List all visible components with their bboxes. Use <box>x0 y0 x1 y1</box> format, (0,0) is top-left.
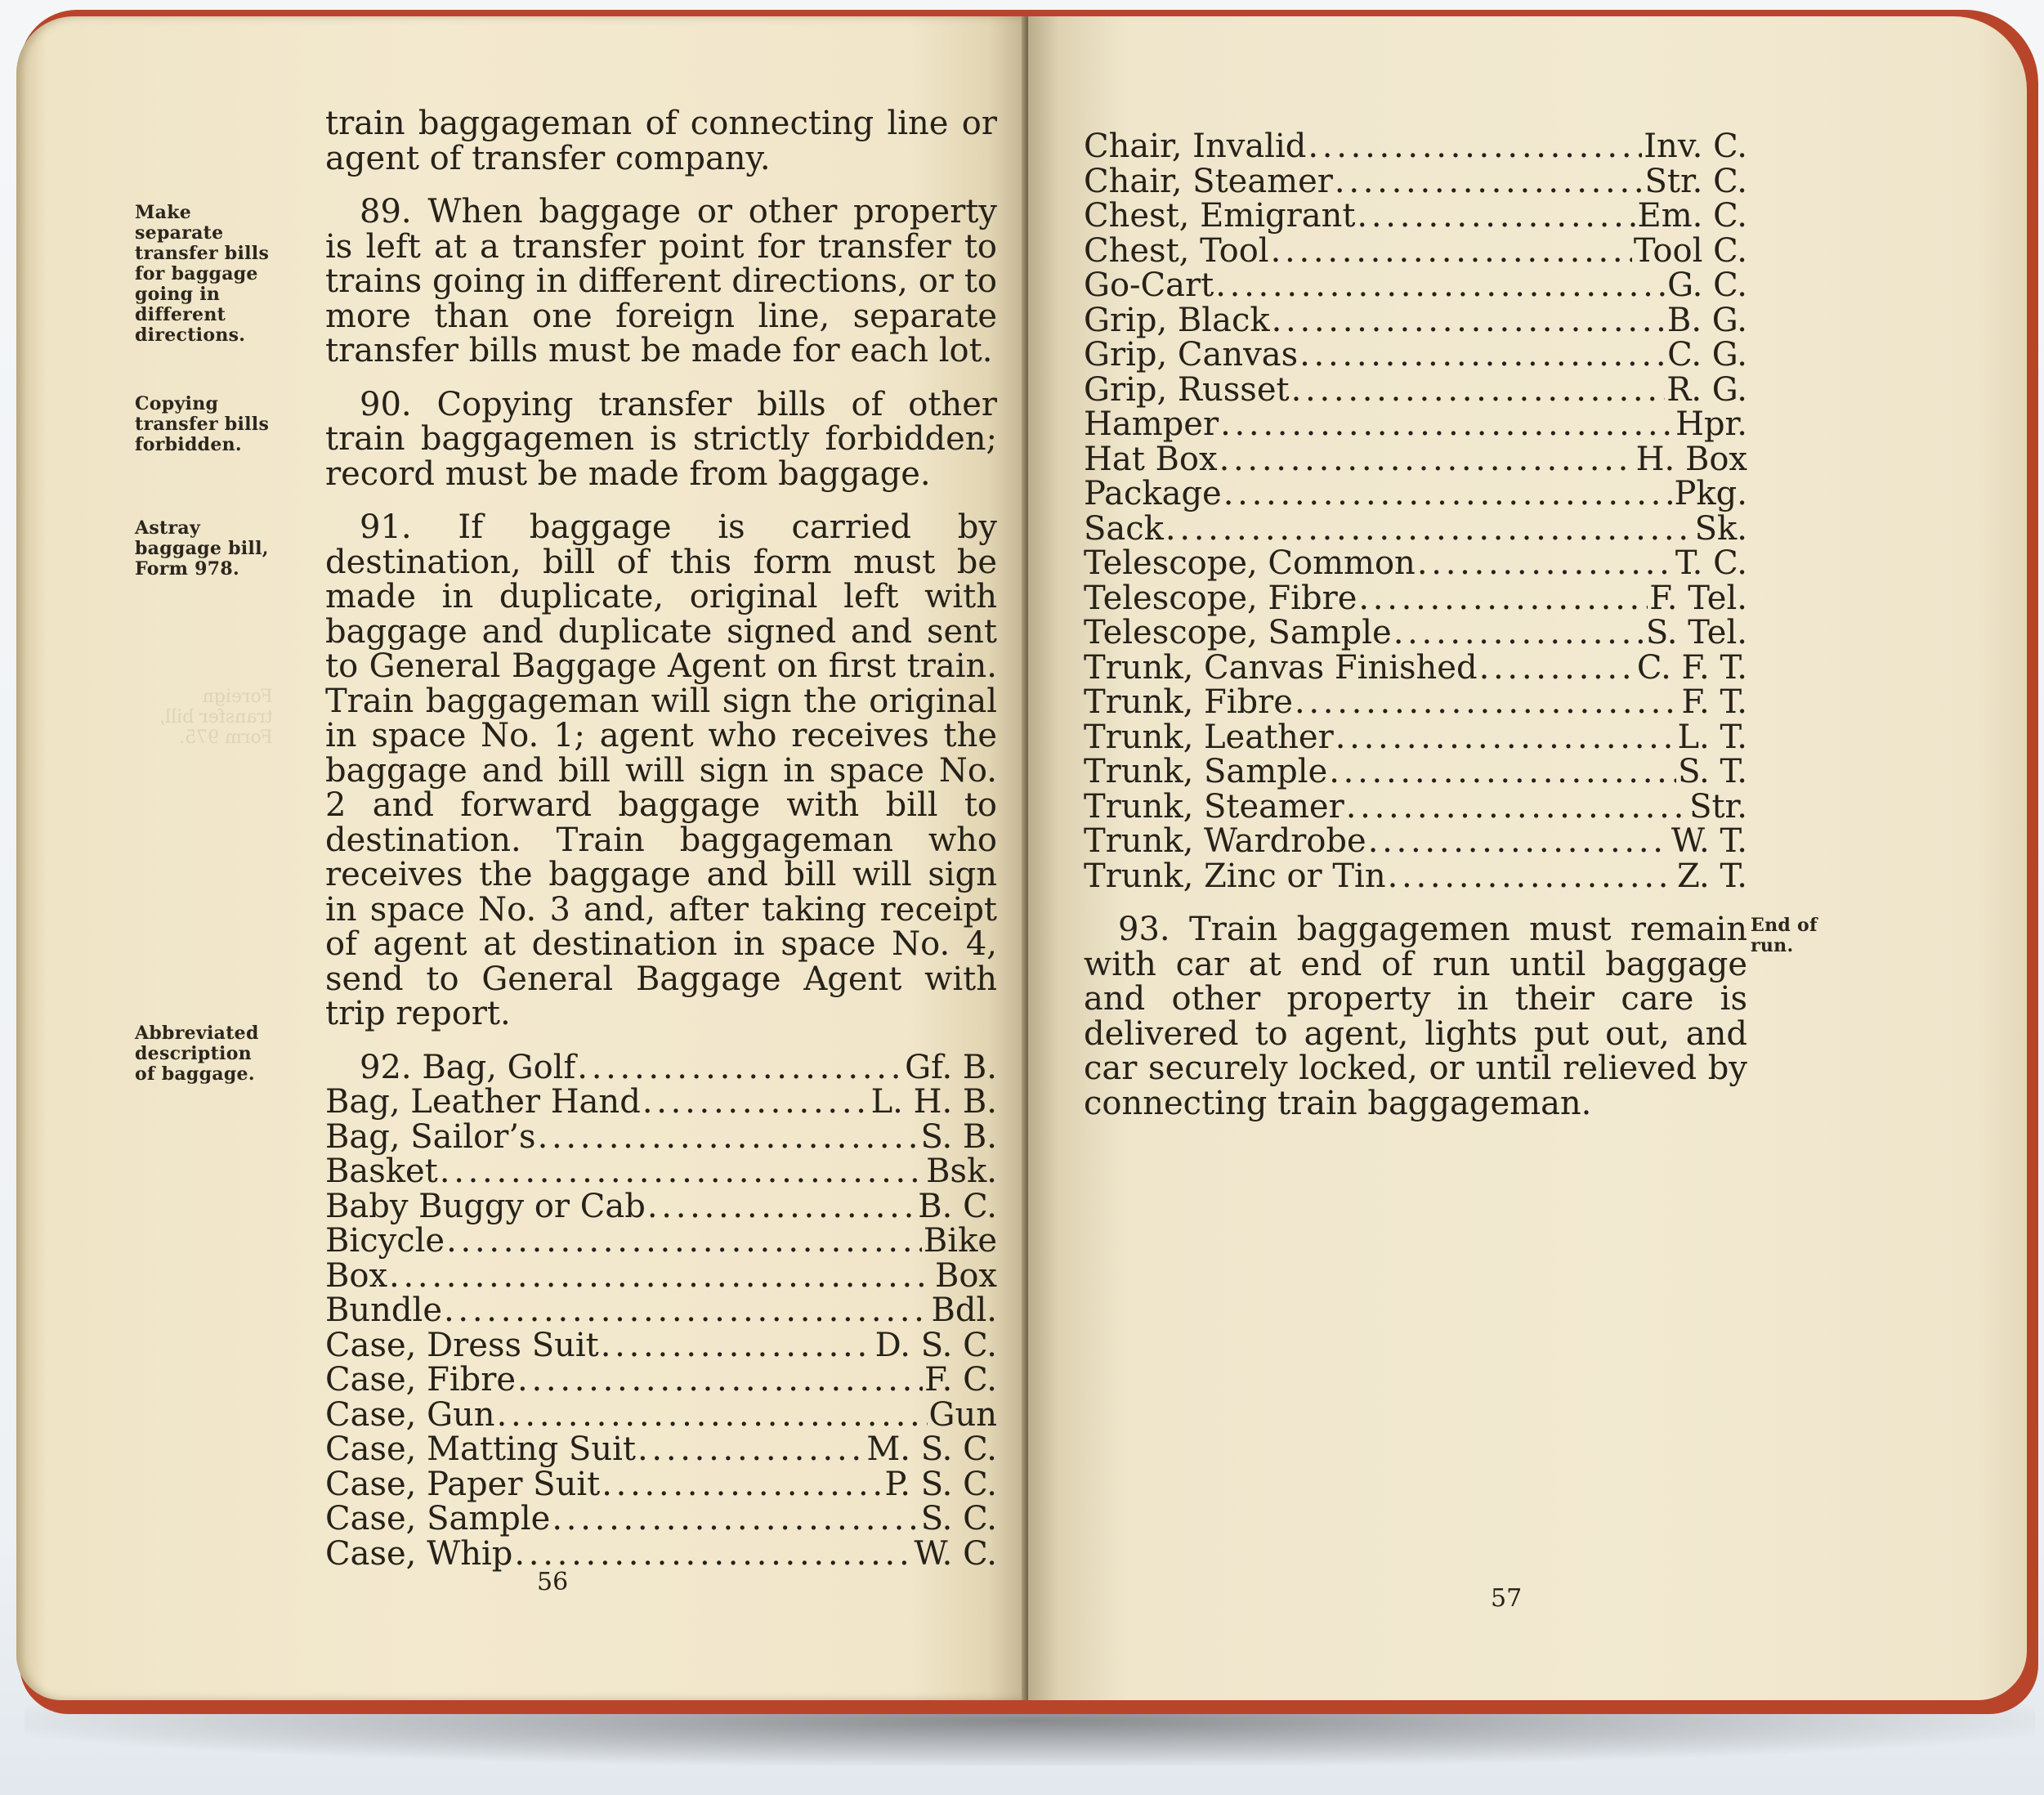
baggage-list-item <box>1084 442 1747 477</box>
item-name <box>325 1224 445 1259</box>
item-abbreviation: R. G. <box>1666 370 1747 409</box>
baggage-list-item <box>1084 199 1747 234</box>
item-name <box>325 1502 550 1537</box>
note-line: baggage bill, <box>135 538 269 559</box>
leader-dots <box>517 1363 923 1398</box>
leader-dots <box>1272 303 1666 338</box>
baggage-list-item <box>1084 685 1747 720</box>
item-label: Trunk, Zinc or Tin <box>1084 857 1386 895</box>
note-line: separate <box>135 222 224 244</box>
paragraph-89 <box>325 195 997 369</box>
baggage-list-right <box>1084 129 1747 893</box>
leader-dots <box>1219 442 1635 477</box>
item-abbreviation: C. F. T. <box>1636 648 1747 687</box>
note-line: different <box>135 304 226 325</box>
leader-dots <box>538 1120 919 1155</box>
item-name <box>325 1085 641 1120</box>
show-through-text: Foreign transfer bill, Form 975. <box>159 687 273 748</box>
item-name <box>1084 546 1416 581</box>
item-abbreviation: C. G. <box>1667 336 1747 374</box>
item-abbreviation: L. H. B. <box>870 1083 997 1121</box>
item-label: Case, Matting Suit <box>325 1430 636 1468</box>
paragraph-number: 92. <box>360 1048 412 1086</box>
item-name <box>1084 407 1219 442</box>
leader-dots <box>1335 164 1644 199</box>
baggage-list-item <box>1084 859 1747 894</box>
note-line: description <box>135 1043 252 1064</box>
leader-dots <box>1308 129 1642 164</box>
leader-dots <box>1393 615 1644 651</box>
leader-dots <box>1295 685 1680 720</box>
leader-dots <box>647 1189 916 1224</box>
leader-dots <box>1388 859 1675 894</box>
baggage-list-item <box>1084 338 1747 373</box>
leader-dots <box>514 1537 912 1572</box>
item-name <box>1084 231 1269 270</box>
baggage-list-item <box>1084 407 1747 442</box>
item-abbreviation: Hpr. <box>1675 405 1747 443</box>
item-abbreviation: G. C. <box>1667 266 1747 304</box>
page-number-57: 57 <box>1491 1584 1523 1613</box>
note-line: Abbreviated <box>135 1023 259 1044</box>
item-label: Hat Box <box>1084 440 1218 478</box>
leader-dots <box>389 1259 933 1294</box>
margin-note-91 <box>135 518 269 580</box>
item-label: Trunk, Canvas Finished <box>1084 648 1478 687</box>
right-body-text <box>1084 129 1747 1121</box>
leader-dots <box>1417 546 1674 581</box>
item-abbreviation: Bike <box>923 1222 997 1260</box>
item-abbreviation: L. T. <box>1677 718 1747 756</box>
note-line: transfer bills <box>135 243 270 264</box>
baggage-list-left <box>325 1050 997 1572</box>
note-line: End of <box>1751 915 1818 936</box>
item-abbreviation: S. C. <box>920 1500 997 1538</box>
item-label: Trunk, Steamer <box>1084 787 1344 826</box>
item-label: Chest, Tool <box>1084 231 1269 270</box>
leader-dots <box>637 1432 865 1467</box>
baggage-list-item <box>325 1189 997 1224</box>
baggage-list-item <box>1084 615 1747 651</box>
baggage-list-item <box>325 1363 997 1398</box>
item-abbreviation: Inv. C. <box>1644 128 1747 165</box>
leader-dots <box>1299 338 1666 373</box>
item-label: Case, Dress Suit <box>325 1326 599 1364</box>
baggage-list-item <box>1084 754 1747 790</box>
baggage-list-item <box>325 1432 997 1467</box>
item-name <box>1084 720 1334 755</box>
margin-note-90 <box>135 394 269 455</box>
item-name <box>1084 787 1344 826</box>
leader-dots <box>497 1398 928 1433</box>
item-label: Telescope, Common <box>1084 544 1416 582</box>
baggage-list-item <box>1084 303 1747 338</box>
baggage-list-item <box>1084 129 1747 164</box>
continuation-paragraph: train baggageman of connecting line or agent of transfer company. <box>325 105 997 177</box>
item-abbreviation: W. C. <box>914 1534 997 1573</box>
item-abbreviation: P. S. C. <box>884 1465 997 1503</box>
paragraph-93 <box>1084 912 1747 1121</box>
baggage-list-item <box>325 1256 997 1295</box>
item-label: Grip, Black <box>1084 301 1270 339</box>
paragraph-text: Train baggagemen must remain with car at end of run until baggage and other property in their care is delivered to agent, lights put out, and car securely locked, or until relieved by connecting train baggageman. <box>1084 911 1747 1122</box>
baggage-list-item <box>325 1534 997 1573</box>
item-abbreviation: W. T. <box>1671 822 1747 860</box>
item-label: Bundle <box>325 1291 442 1329</box>
item-label: Chair, Steamer <box>1084 162 1333 200</box>
item-label: Sack <box>1084 509 1164 548</box>
item-label: Case, Sample <box>325 1500 551 1538</box>
baggage-list-item <box>1084 581 1747 616</box>
leader-dots <box>552 1502 919 1537</box>
item-abbreviation: B. C. <box>918 1187 997 1225</box>
baggage-list-item <box>1084 268 1747 303</box>
baggage-list-item <box>1084 164 1747 199</box>
leader-dots <box>577 1050 903 1086</box>
leader-dots <box>1165 512 1693 547</box>
paragraph-number: 91. <box>360 508 412 546</box>
item-abbreviation: Z. T. <box>1676 857 1747 895</box>
item-label: Trunk, Leather <box>1084 718 1334 756</box>
item-label: Telescope, Fibre <box>1084 579 1357 617</box>
baggage-list-item <box>1084 477 1747 512</box>
item-abbreviation: Bsk. <box>926 1153 997 1190</box>
item-abbreviation: S. Tel. <box>1645 614 1747 651</box>
leader-dots <box>1329 754 1676 790</box>
item-label: Baby Buggy or Cab <box>325 1187 646 1225</box>
leader-dots <box>1291 373 1666 408</box>
leader-dots <box>642 1085 870 1120</box>
baggage-list-item <box>1084 546 1747 581</box>
paragraph-text: When baggage or other property is left at a transfer point for transfer to trains going in different directions, or to more than one foreign line, separate transfer bills must be made for each lot. <box>325 193 998 369</box>
leader-dots <box>446 1224 922 1259</box>
item-name <box>1084 754 1327 790</box>
item-abbreviation: Bdl. <box>931 1291 997 1329</box>
item-label: Case, Fibre <box>325 1361 517 1399</box>
item-abbreviation: B. G. <box>1666 301 1747 339</box>
page-number-56: 56 <box>537 1568 569 1596</box>
baggage-list-item <box>325 1293 997 1328</box>
item-label: Telescope, Sample <box>1084 614 1392 651</box>
item-name <box>1084 859 1386 894</box>
item-name <box>1084 338 1298 373</box>
item-label: Case, Whip <box>325 1534 513 1573</box>
paragraph-number: 90. <box>360 385 412 423</box>
paragraph-91 <box>325 510 997 1032</box>
note-line: Astray <box>135 517 201 539</box>
item-name <box>1084 581 1357 616</box>
leader-dots <box>1215 268 1666 303</box>
item-name <box>1084 442 1218 477</box>
paragraph-number: 89. <box>360 193 412 231</box>
item-label: Chair, Invalid <box>1084 128 1307 165</box>
baggage-list-item <box>325 1117 997 1156</box>
item-name <box>325 1293 442 1328</box>
leader-dots <box>1358 581 1648 616</box>
item-name <box>325 1117 536 1156</box>
leader-dots <box>440 1154 924 1189</box>
item-name <box>325 1189 646 1224</box>
item-name <box>325 1328 599 1363</box>
note-line: run. <box>1751 935 1794 956</box>
item-label: Box <box>325 1256 388 1295</box>
paragraph-90 <box>325 387 997 492</box>
item-abbreviation: D. S. C. <box>874 1326 997 1364</box>
note-line: going in <box>135 284 221 305</box>
item-label: Case, Gun <box>325 1395 495 1434</box>
leader-dots <box>1220 407 1674 442</box>
item-name <box>1084 164 1333 199</box>
item-abbreviation: F. T. <box>1681 683 1747 721</box>
baggage-list-item <box>1084 824 1747 859</box>
baggage-list-item <box>325 1224 997 1259</box>
item-abbreviation: M. S. C. <box>866 1430 997 1468</box>
item-abbreviation: S. B. <box>920 1117 997 1156</box>
baggage-list-item <box>1084 231 1747 270</box>
baggage-list-item <box>325 1050 997 1086</box>
baggage-list-item <box>325 1154 997 1189</box>
right-page <box>1028 16 2027 1700</box>
note-line: forbidden. <box>135 434 242 455</box>
item-name <box>325 1432 636 1467</box>
item-name <box>1084 268 1214 303</box>
item-abbreviation: T. C. <box>1675 544 1747 582</box>
item-abbreviation: Pkg. <box>1674 475 1747 513</box>
item-name <box>325 1256 388 1295</box>
note-line: Make <box>135 202 192 223</box>
item-name <box>1084 477 1222 512</box>
item-name <box>1084 509 1164 548</box>
baggage-list-item <box>325 1395 997 1434</box>
left-page <box>16 16 1030 1700</box>
leader-dots <box>1271 234 1632 269</box>
item-abbreviation: H. Box <box>1635 440 1747 478</box>
baggage-list-item <box>1084 509 1747 548</box>
leader-dots <box>602 1467 883 1502</box>
item-abbreviation: Str. <box>1689 787 1747 826</box>
item-label: Trunk, Fibre <box>1084 683 1293 721</box>
note-line: Form 978. <box>135 558 239 580</box>
item-name <box>1084 370 1290 409</box>
item-label: Chest, Emigrant <box>1084 197 1356 235</box>
leader-dots <box>444 1293 929 1328</box>
leader-dots <box>601 1328 874 1363</box>
leader-dots <box>1223 477 1673 512</box>
paragraph-text: If baggage is carried by destination, bill of this form must be made in duplicate, original left with baggage and duplicate signed and sent to General Baggage Agent on first train. Train baggageman will sign the original in space No. 1; agent who receives the baggage and bill will sign in space No. 2 and forward baggage with bill to destination. Train baggageman who receives the baggage and bill will sign in space No. 3 and, after taking receipt of agent at destination in space No. 4, send to General Baggage Agent with trip report. <box>325 508 997 1032</box>
item-label: Hamper <box>1084 405 1219 443</box>
baggage-list-item <box>1084 648 1747 687</box>
item-abbreviation: F. Tel. <box>1649 579 1747 617</box>
item-abbreviation: S. T. <box>1678 753 1747 790</box>
margin-note-89 <box>135 203 269 346</box>
item-label: Bicycle <box>325 1222 445 1260</box>
item-name <box>325 1363 516 1398</box>
note-line: for baggage <box>135 263 258 284</box>
paragraph-number: 93. <box>1118 911 1170 948</box>
item-name <box>1084 199 1355 234</box>
paragraph-text: Copying transfer bills of other train baggagemen is strictly forbidden; record must be made from baggage. <box>325 385 997 493</box>
item-abbreviation: Tool C. <box>1633 231 1747 270</box>
baggage-list-item <box>1084 720 1747 755</box>
item-label: Grip, Canvas <box>1084 336 1299 374</box>
item-label: Case, Paper Suit <box>325 1465 601 1503</box>
leader-dots <box>1346 790 1688 825</box>
margin-note-92 <box>135 1023 259 1085</box>
leader-dots <box>1368 824 1670 859</box>
item-label: Package <box>1084 475 1222 513</box>
margin-note-93 <box>1751 915 1818 956</box>
item-label: Bag, Leather Hand <box>325 1083 641 1121</box>
baggage-list-item <box>325 1502 997 1537</box>
leader-dots <box>1479 651 1635 686</box>
item-name <box>1084 129 1306 164</box>
item-name <box>1084 303 1270 338</box>
item-name <box>1084 648 1478 687</box>
note-line: transfer bills <box>135 414 270 435</box>
note-line: directions. <box>135 325 246 346</box>
baggage-list-item <box>325 1328 997 1363</box>
item-label: Trunk, Sample <box>1084 753 1328 790</box>
item-label: Go-Cart <box>1084 266 1214 304</box>
leader-dots <box>1357 199 1635 234</box>
item-name <box>325 1534 513 1573</box>
item-label: Bag, Sailor’s <box>325 1117 536 1156</box>
item-label: Trunk, Wardrobe <box>1084 822 1366 860</box>
baggage-list-item <box>1084 370 1747 409</box>
left-body-text <box>325 106 997 1571</box>
item-label: Basket <box>325 1153 438 1190</box>
item-name <box>1084 824 1366 859</box>
item-name <box>325 1467 600 1502</box>
item-abbreviation: F. C. <box>924 1361 997 1399</box>
item-name <box>325 1395 495 1434</box>
item-abbreviation: Gun <box>928 1395 997 1434</box>
baggage-list-item <box>1084 787 1747 826</box>
item-abbreviation: Str. C. <box>1644 162 1747 200</box>
item-label: Bag, Golf <box>422 1048 576 1086</box>
item-name <box>325 1154 438 1189</box>
item-abbreviation: Sk. <box>1694 509 1747 548</box>
item-abbreviation: Em. C. <box>1637 197 1747 235</box>
leader-dots <box>1335 720 1676 755</box>
baggage-list-item <box>325 1467 997 1502</box>
note-line: of baggage. <box>135 1063 255 1085</box>
item-name <box>325 1050 575 1086</box>
baggage-list-item <box>325 1085 997 1120</box>
note-line: Copying <box>135 393 219 414</box>
item-name <box>1084 615 1392 651</box>
item-label: Grip, Russet <box>1084 370 1290 409</box>
item-abbreviation: Gf. B. <box>905 1048 997 1086</box>
item-abbreviation: Box <box>934 1256 997 1295</box>
item-name <box>1084 685 1293 720</box>
